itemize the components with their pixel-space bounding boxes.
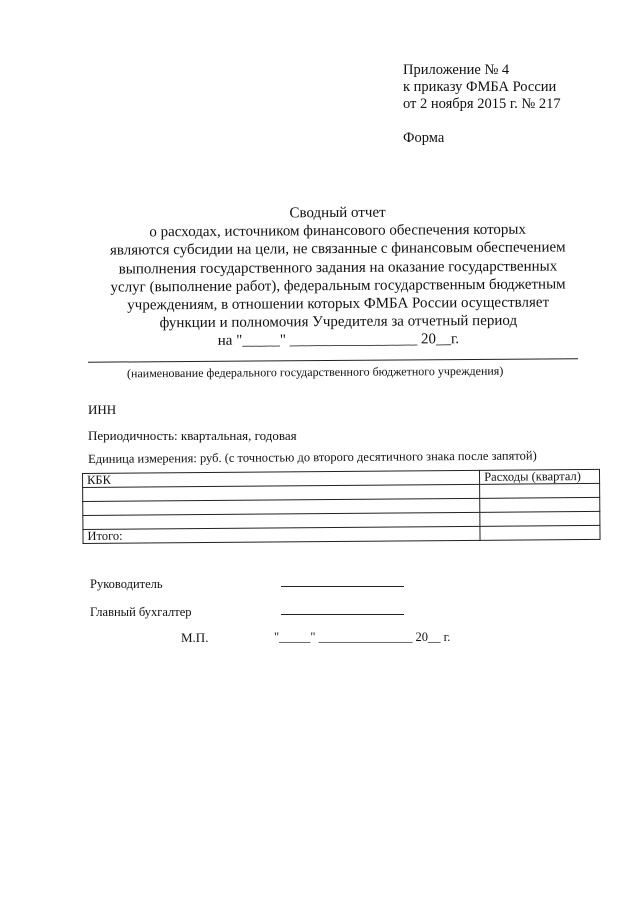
inn-label: ИНН — [88, 402, 117, 417]
title-line: выполнения государственного задания на оказание государственных — [118, 258, 558, 278]
head-label: Руководитель — [90, 577, 163, 591]
total-label: Итого: — [83, 526, 480, 543]
appendix-number: Приложение № 4 — [403, 62, 510, 78]
accountant-label: Главный бухгалтер — [90, 605, 192, 619]
title-line: функции и полномочия Учредителя за отчетный период — [159, 312, 518, 332]
institution-caption: (наименование федерального государственного бюджетного учреждения) — [126, 363, 504, 381]
table-cell — [480, 483, 600, 498]
title-line: услуг (выполнение работ), федеральным государственным бюджетным — [110, 276, 566, 296]
appendix-order: к приказу ФМБА России — [403, 79, 557, 95]
accountant-signature-line — [281, 614, 404, 615]
appendix-header — [403, 62, 561, 113]
title-line: Сводный отчет — [289, 204, 386, 222]
table-cell — [480, 511, 600, 526]
reporting-period: на "_____" _________________ 20__г. — [217, 331, 460, 350]
title-line: учреждениям, в отношении которых ФМБА России осуществляет — [127, 294, 550, 314]
title-line: о расходах, источником финансового обеспечения которых — [149, 221, 527, 241]
signature-date: "_____" _______________ 20__ г. — [274, 630, 451, 644]
form-label: Форма — [403, 130, 445, 146]
head-signature-line — [281, 586, 404, 587]
institution-name-line — [88, 358, 578, 362]
table-total-row — [83, 525, 600, 543]
periodicity-label: Периодичность: квартальная, годовая — [88, 428, 297, 443]
title-line: являются субсидии на цели, не связанные с финансовым обеспечением — [109, 239, 566, 259]
stamp-label: М.П. — [181, 630, 209, 645]
table-cell — [480, 497, 600, 512]
unit-label: Единица измерения: руб. (с точностью до второго десятичного знака после запятой) — [88, 448, 537, 466]
document-title — [77, 202, 598, 351]
appendix-date: от 2 ноября 2015 г. № 217 — [403, 96, 561, 112]
header-kbk: КБК — [83, 470, 480, 487]
report-table — [82, 469, 601, 544]
total-value — [480, 525, 600, 540]
header-expenses: Расходы (квартал) — [480, 469, 600, 484]
